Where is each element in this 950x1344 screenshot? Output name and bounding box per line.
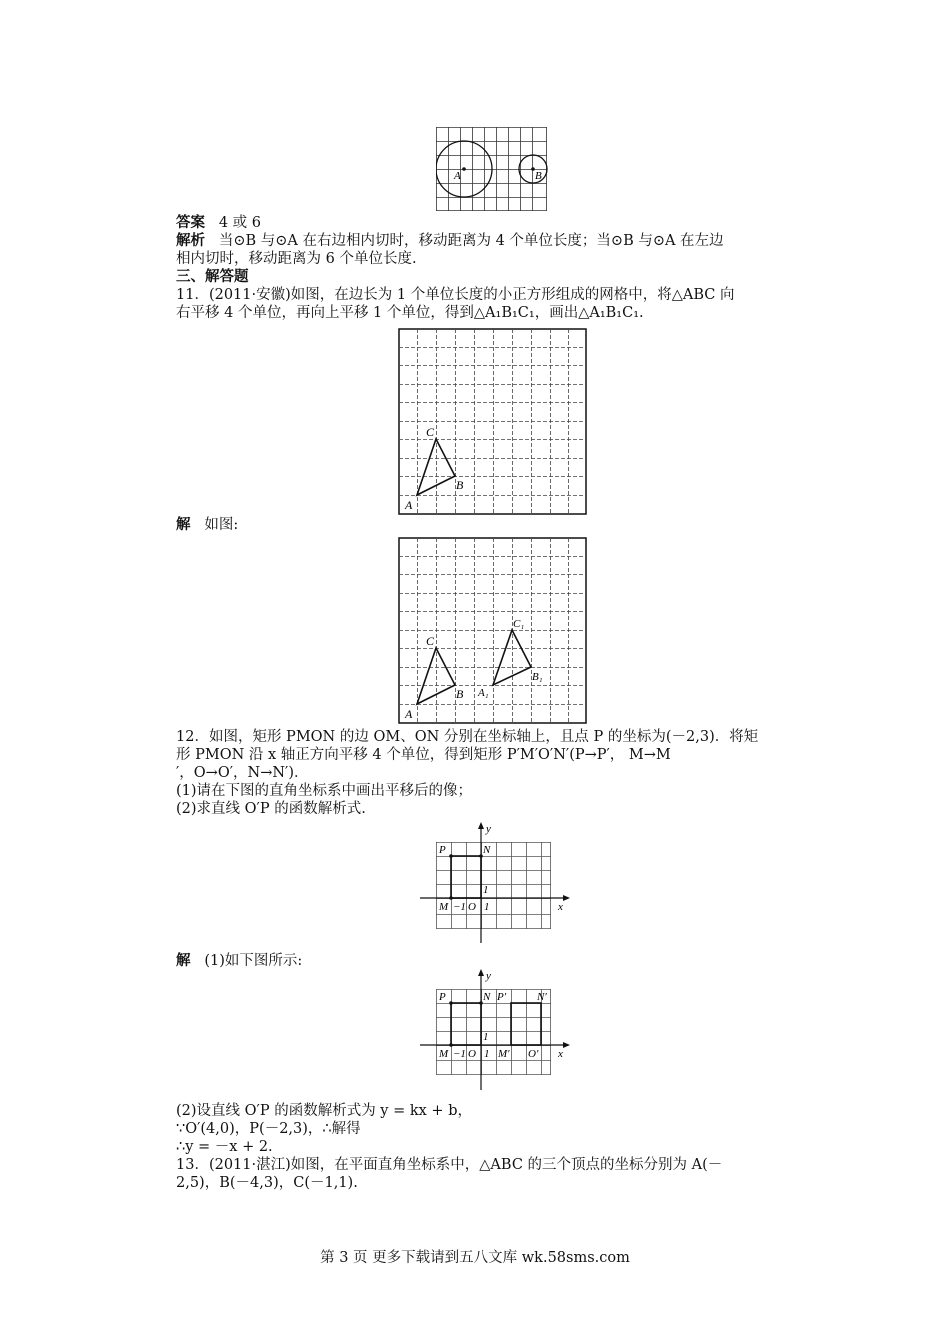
svg-text:O: O: [468, 901, 476, 913]
svg-text:x: x: [558, 1048, 563, 1060]
q11-solution: 解 如图:: [176, 516, 239, 533]
circles-grid-figure: [436, 127, 548, 213]
q12-sol2-line-3: ∴y = －x + 2.: [176, 1139, 273, 1155]
q12-sol2-line-1: (2)设直线 O′P 的函数解析式为 y = kx + b，: [176, 1103, 472, 1119]
answer-label: 答案: [176, 214, 205, 231]
svg-text:1: 1: [483, 884, 489, 896]
label-C: C: [426, 634, 435, 648]
analysis-label: 解析: [176, 232, 205, 249]
label-A: A: [405, 498, 413, 512]
label-B: B: [456, 478, 464, 492]
svg-text:M: M: [439, 1048, 449, 1060]
q13-line-1: 13．(2011·湛江)如图，在平面直角坐标系中，△ABC 的三个顶点的坐标分别为 A(－: [176, 1157, 723, 1173]
analysis-line-1: 解析 当⊙B 与⊙A 在右边相内切时，移动距离为 4 个单位长度；当⊙B 与⊙A 在左边: [176, 232, 724, 249]
q13-line-2: 2,5)，B(－4,3)，C(－1,1).: [176, 1175, 358, 1191]
label-A: A: [405, 707, 413, 721]
svg-text:O′: O′: [528, 1048, 539, 1060]
answer-line: [176, 214, 261, 232]
svg-text:1: 1: [484, 901, 490, 913]
label-A1: A₁: [478, 687, 489, 699]
svg-text:1: 1: [484, 1048, 490, 1060]
q11-line-1: 11．(2011·安徽)如图，在边长为 1 个单位长度的小正方形组成的网格中，将△ABC 向: [176, 287, 735, 303]
section-title: 三、解答题: [176, 268, 249, 285]
q12-part-2: (2)求直线 O′P 的函数解析式.: [176, 801, 366, 817]
svg-text:M: M: [439, 901, 449, 913]
svg-text:N: N: [483, 844, 491, 856]
svg-text:P′: P′: [497, 991, 507, 1003]
q12-line-3: ′，O→O′，N→N′)．: [176, 765, 309, 781]
q12-solution: 解 (1)如下图所示:: [176, 952, 303, 969]
label-C: C: [426, 425, 435, 439]
svg-text:P: P: [439, 844, 446, 856]
svg-text:N: N: [483, 991, 491, 1003]
svg-text:y: y: [486, 823, 491, 835]
q11-line-2: 右平移 4 个单位，再向上平移 1 个单位，得到△A₁B₁C₁，画出△A₁B₁C₁.: [176, 305, 644, 321]
point-A-label: A: [454, 170, 461, 182]
svg-text:y: y: [486, 970, 491, 982]
q12-part-1: (1)请在下图的直角坐标系中画出平移后的像；: [176, 783, 473, 799]
label-C1: C₁: [513, 618, 525, 630]
svg-text:M′: M′: [498, 1048, 510, 1060]
label-B1: B₁: [532, 671, 543, 683]
q12-sol2-line-2: ∵O′(4,0)，P(－2,3)，∴解得: [176, 1121, 361, 1137]
coordinate-grid-translated: [420, 967, 570, 1091]
q12-line-1: 12．如图，矩形 PMON 的边 OM、ON 分别在坐标轴上，且点 P 的坐标为(－2,3)．将矩: [176, 729, 759, 745]
svg-text:−1: −1: [453, 901, 466, 913]
svg-text:x: x: [558, 901, 563, 913]
page-footer: 第 3 页 更多下载请到五八文库 wk.58sms.com: [320, 1250, 630, 1266]
point-B-label: B: [535, 170, 542, 182]
analysis-line-2: 相内切时，移动距离为 6 个单位长度.: [176, 251, 417, 267]
svg-text:−1: −1: [453, 1048, 466, 1060]
svg-text:1: 1: [483, 1031, 489, 1043]
svg-text:N′: N′: [537, 991, 547, 1003]
label-B: B: [456, 687, 464, 701]
translated-triangles-grid: [398, 537, 588, 725]
svg-text:O: O: [468, 1048, 476, 1060]
triangle-abc-grid: [398, 328, 588, 516]
svg-text:P: P: [439, 991, 446, 1003]
coordinate-grid-pmon: [420, 822, 570, 944]
answer-value: 4 或 6: [218, 215, 261, 231]
q12-line-2: 形 PMON 沿 x 轴正方向平移 4 个单位，得到矩形 P′M′O′N′(P→P′， M→M: [176, 747, 671, 763]
